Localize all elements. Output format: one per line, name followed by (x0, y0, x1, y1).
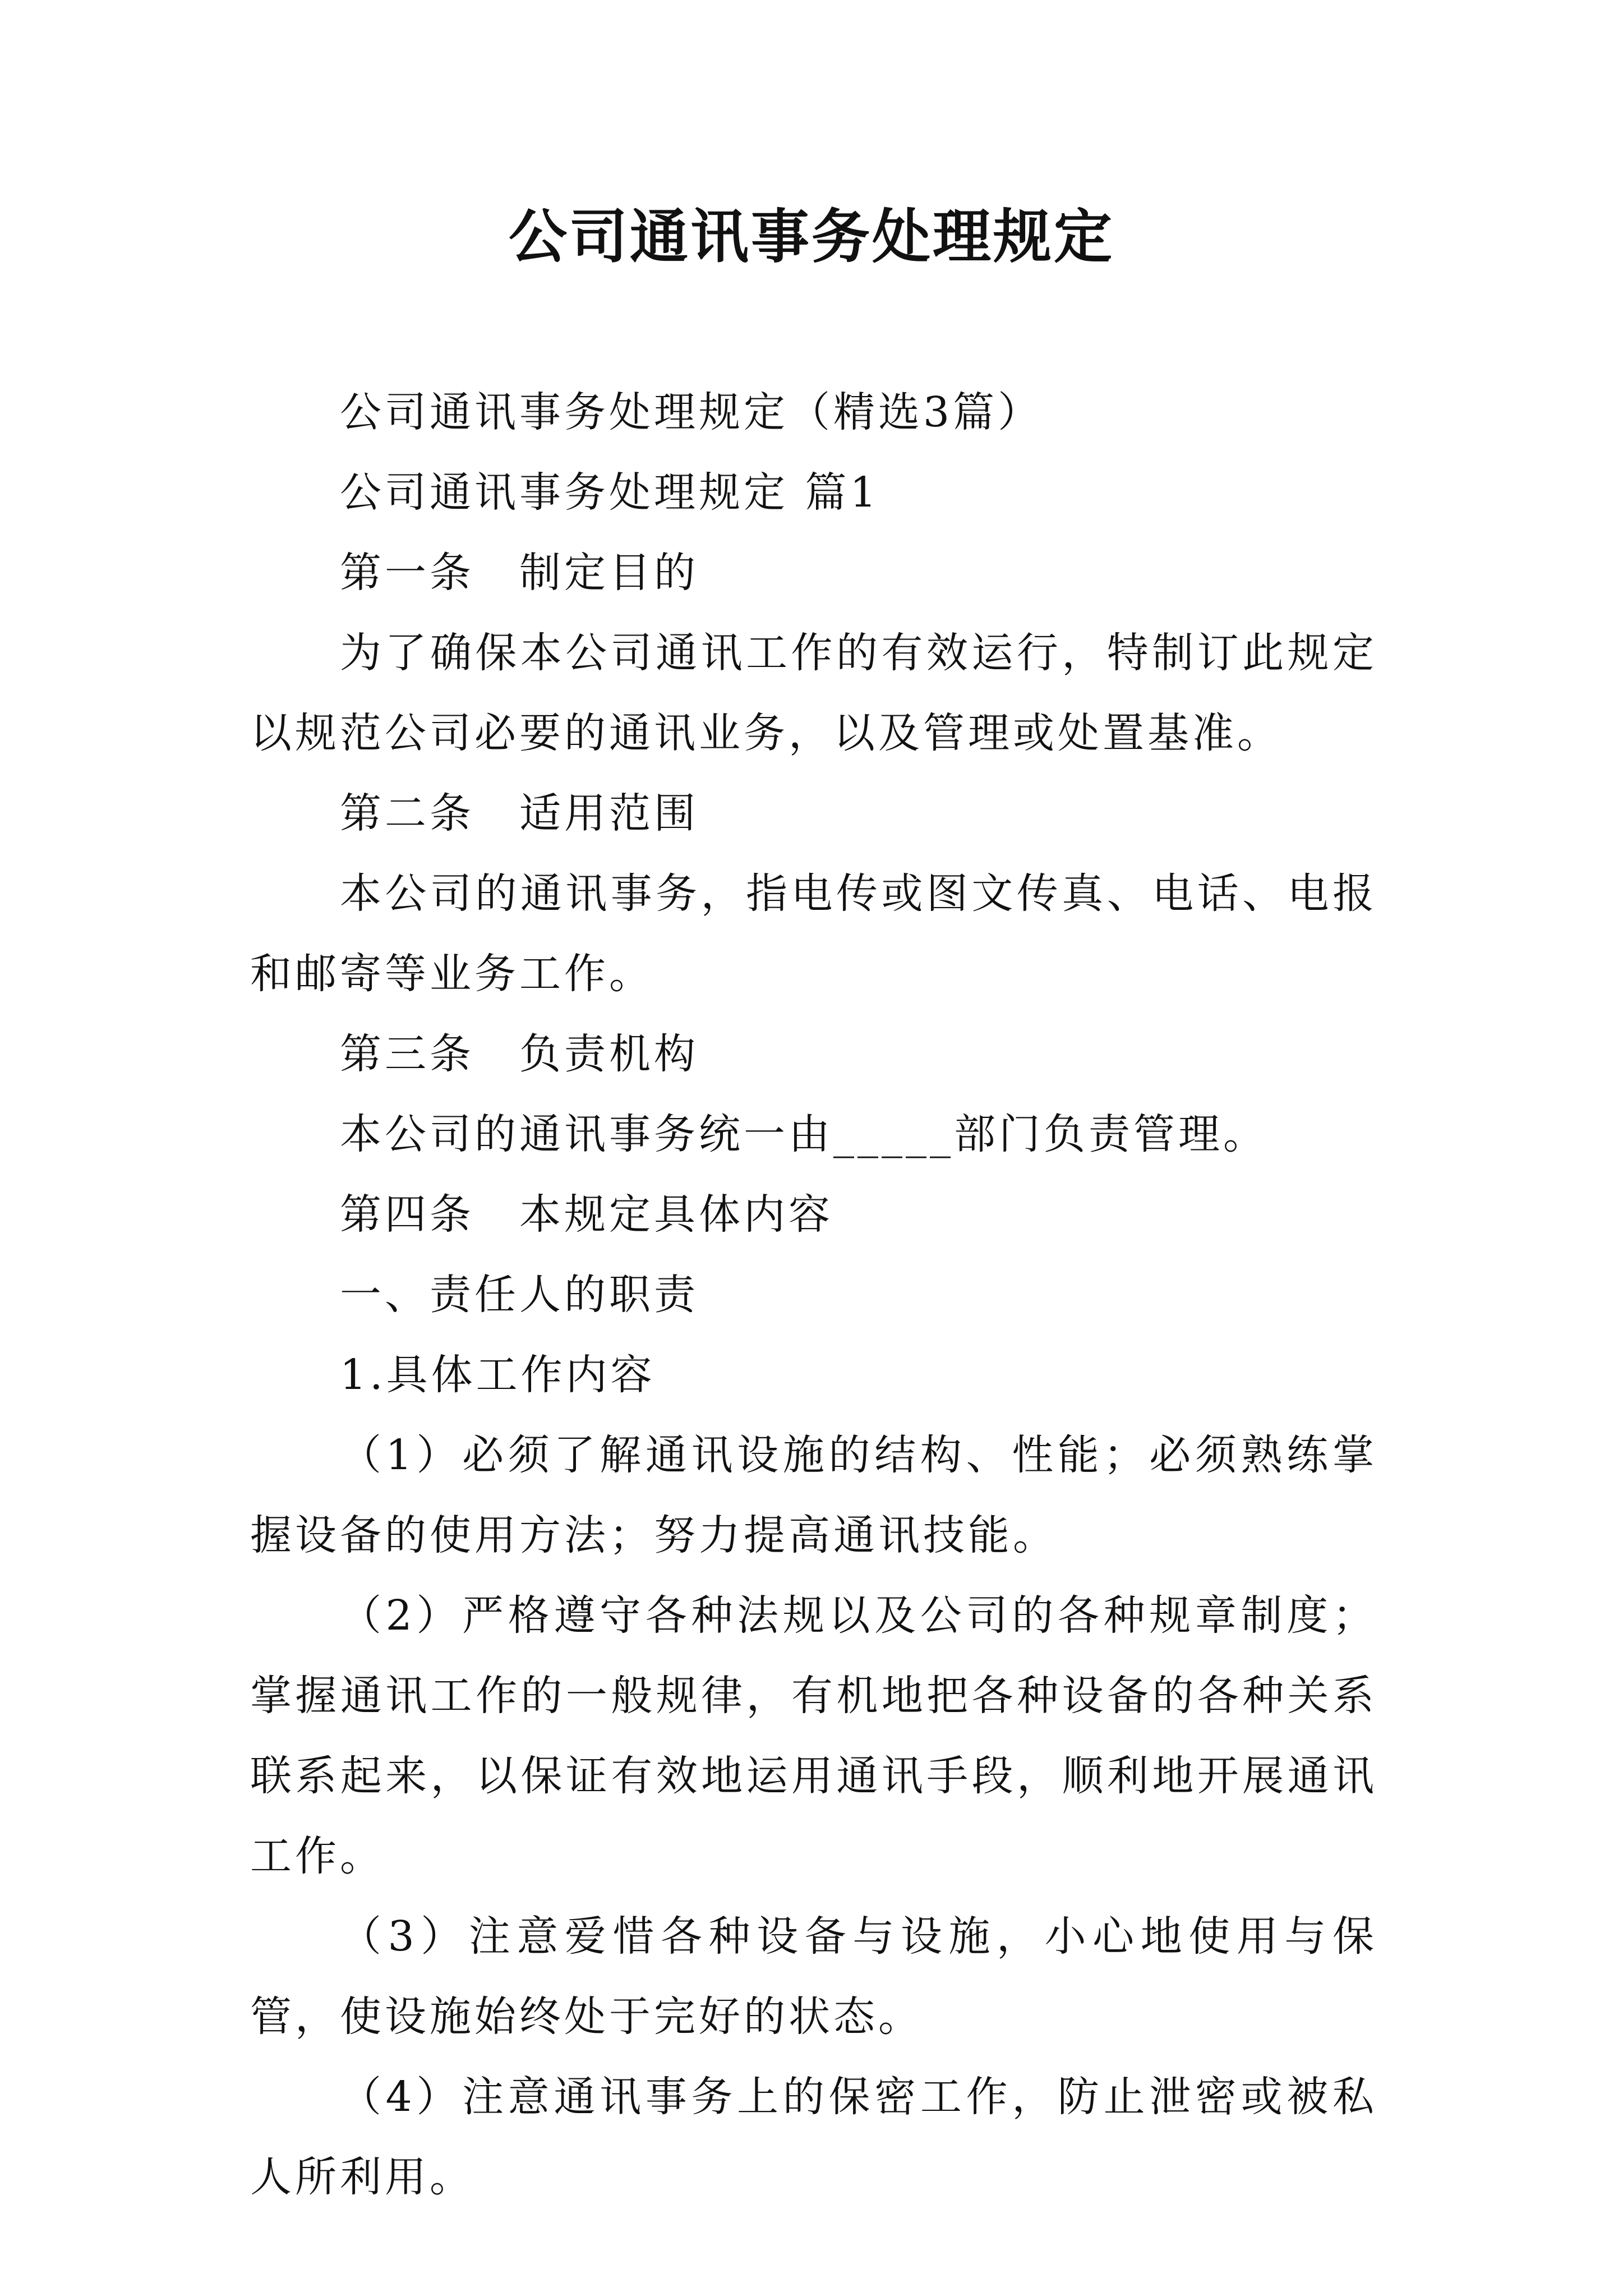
subsection-heading: 一、责任人的职责 (340, 1271, 699, 1319)
paragraph-subtitle: 公司通讯事务处理规定（精选3篇） (340, 388, 1043, 436)
list-heading: 1.具体工作内容 (340, 1351, 656, 1399)
list-item: （3）注意爱惜各种设备与设施，小心地使用与保管，使设施始终处于完好的状态。 (250, 1912, 1377, 2041)
list-item: （1）必须了解通讯设施的结构、性能；必须熟练掌握设备的使用方法；努力提高通讯技能。 (250, 1431, 1377, 1559)
article-2-heading: 第二条 适用范围 (340, 789, 699, 838)
article-4-heading: 第四条 本规定具体内容 (340, 1190, 833, 1239)
document-title: 公司通讯事务处理规定 (508, 203, 1114, 271)
document-body (250, 372, 1377, 2217)
article-1-text: 为了确保本公司通讯工作的有效运行，特制订此规定以规范公司必要的通讯业务，以及管理或处置基准。 (250, 629, 1377, 757)
article-1-heading: 第一条 制定目的 (340, 549, 699, 597)
article-3-text: 本公司的通讯事务统一由_____部门负责管理。 (340, 1110, 1268, 1158)
list-item: （4）注意通讯事务上的保密工作，防止泄密或被私人所利用。 (250, 2073, 1377, 2201)
paragraph-section-heading: 公司通讯事务处理规定 篇1 (340, 468, 880, 517)
list-item: （2）严格遵守各种法规以及公司的各种规章制度；掌握通讯工作的一般规律，有机地把各种设备的各种关系联系起来，以保证有效地运用通讯手段，顺利地开展通讯工作。 (250, 1591, 1377, 1880)
article-2-text: 本公司的通讯事务，指电传或图文传真、电话、电报和邮寄等业务工作。 (250, 869, 1377, 998)
article-3-heading: 第三条 负责机构 (340, 1030, 699, 1078)
